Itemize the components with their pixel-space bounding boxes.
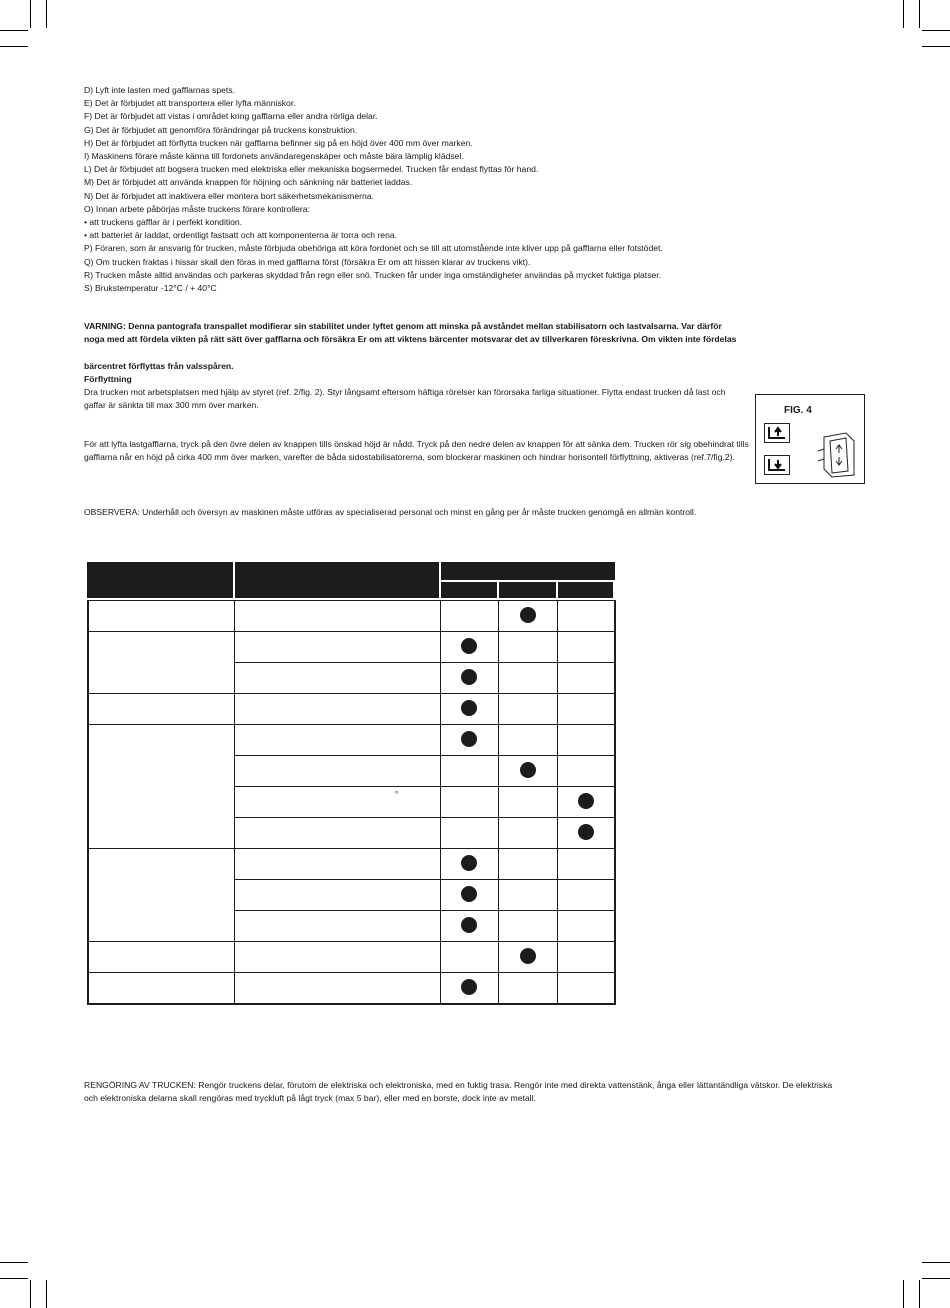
interval-marker bbox=[461, 886, 477, 902]
table-border bbox=[614, 600, 616, 1003]
interval-marker bbox=[461, 669, 477, 685]
rule-item: • att batteriet är laddat, ordentligt fastsatt och att komponenterna är torra och rena. bbox=[84, 230, 398, 241]
crop-mark bbox=[922, 46, 950, 47]
table-border bbox=[87, 1003, 616, 1005]
interval-marker bbox=[461, 917, 477, 933]
crop-mark bbox=[922, 1262, 950, 1263]
degree-symbol: ° bbox=[395, 790, 399, 799]
crop-mark bbox=[922, 1278, 950, 1279]
table-row-line bbox=[234, 910, 615, 911]
crop-mark bbox=[0, 1262, 28, 1263]
table-column-line bbox=[234, 600, 235, 1003]
rule-item: I) Maskinens förare måste känna till fordonets användaregenskaper och måste bära lämplig klädsel. bbox=[84, 151, 464, 162]
maintenance-table bbox=[87, 562, 615, 1005]
interval-marker bbox=[461, 979, 477, 995]
lift-up-icon bbox=[764, 423, 790, 443]
rule-item: S) Brukstemperatur -12°C / + 40°C bbox=[84, 283, 217, 294]
table-column-line bbox=[498, 600, 499, 1003]
interval-marker bbox=[461, 638, 477, 654]
table-row-line bbox=[234, 662, 615, 663]
crop-mark bbox=[30, 1280, 31, 1308]
interval-marker bbox=[520, 762, 536, 778]
interval-marker bbox=[461, 731, 477, 747]
crop-mark bbox=[30, 0, 31, 28]
warning-paragraph bbox=[84, 320, 874, 347]
warning-line: VARNING: Denna pantografa transpallet modifierar sin stabilitet under lyftet genom att minska på avståndet mellan stabilisatorn och lastvalsarna. Var därför bbox=[84, 321, 722, 331]
crop-mark bbox=[922, 30, 950, 31]
table-row-line bbox=[87, 693, 615, 694]
crop-mark bbox=[919, 0, 920, 28]
moving-paragraph: Dra trucken mot arbetsplatsen med hjälp av styret (ref. 2/fig. 2). Styr långsamt eftersom häftiga rörelser kan förorsaka farliga situationer. Flytta endast trucken då last och gaffar är sänkta till max 300 mm över marken. bbox=[84, 387, 726, 410]
table-subheader-cell bbox=[441, 582, 497, 598]
table-row-line bbox=[87, 724, 615, 725]
rule-item: D) Lyft inte lasten med gafflarnas spets. bbox=[84, 85, 235, 95]
interval-marker bbox=[578, 824, 594, 840]
table-column-line bbox=[440, 600, 441, 1003]
rule-item: H) Det är förbjudet att förflytta trucken när gafflarna befinner sig på en höjd över 400 mm över marken. bbox=[84, 137, 473, 148]
rule-item: F) Det är förbjudet att vistas i området kring gafflarna eller andra rörliga delar. bbox=[84, 111, 378, 122]
interval-marker bbox=[461, 855, 477, 871]
interval-marker bbox=[461, 700, 477, 716]
rule-item: R) Trucken måste alltid användas och parkeras skyddad från regn eller snö. Trucken får under inga omständigheter användas på mycket fuktiga platser. bbox=[84, 269, 662, 280]
table-border bbox=[87, 600, 89, 1003]
interval-marker bbox=[578, 793, 594, 809]
crop-mark bbox=[46, 1280, 47, 1308]
section-title-moving: Förflyttning bbox=[84, 374, 132, 384]
rule-item: N) Det är förbjudet att inaktivera eller montera bort säkerhetsmekanismerna. bbox=[84, 190, 374, 201]
crop-mark bbox=[46, 0, 47, 28]
table-row-line bbox=[87, 941, 615, 942]
rocker-switch-icon bbox=[816, 431, 858, 479]
cleaning-paragraph: RENGÖRING AV TRUCKEN: Rengör truckens delar, förutom de elektriska och elektroniska, med en fuktig trasa. Rengör inte med direkta vattenstänk, ånga eller lättantändliga vätskor. De elektriska och elektroniska delarna skall rengöras med tryckluft på lågt tryck (max 5 bar), eller med en borste, dock inte av metall. bbox=[84, 1080, 833, 1103]
safety-rules-list bbox=[84, 84, 874, 295]
rule-item: M) Det är förbjudet att använda knappen för höjning och sänkning när batteriet laddas. bbox=[84, 177, 413, 188]
rule-item: P) Föraren, som är ansvarig för trucken, måste förbjuda obehöriga att köra fordonet och se till att utomstående inte kliver upp på gafflarna eller fotstödet. bbox=[84, 243, 663, 254]
warning-tail: bärcentret förflyttas från valsspåren. bbox=[84, 361, 234, 371]
rule-item: • att truckens gafflar är i perfekt kondition. bbox=[84, 217, 243, 228]
crop-mark bbox=[903, 1280, 904, 1308]
crop-mark bbox=[0, 30, 28, 31]
table-subheader-cell bbox=[499, 582, 556, 598]
rule-item: O) Innan arbete påbörjas måste truckens förare kontrollera: bbox=[84, 203, 310, 214]
table-row-line bbox=[87, 600, 615, 601]
observe-paragraph: OBSERVERA: Underhåll och översyn av maskinen måste utföras av specialiserad personal och minst en gång per år måste trucken genomgå en allmän kontroll. bbox=[84, 507, 697, 517]
crop-mark bbox=[0, 1278, 28, 1279]
figure-title: FIG. 4 bbox=[784, 405, 812, 416]
rule-item: Q) Om trucken fraktas i hissar skall den föras in med gafflarna först (försäkra Er om att hissen klarar av truckens vikt). bbox=[84, 256, 531, 267]
table-column-line bbox=[557, 600, 558, 1003]
lifting-paragraph: För att lyfta lastgafflarna, tryck på den övre delen av knappen tills önskad höjd är nådd. Tryck på den nedre delen av knappen för att sänka dem. Trucken rör sig obehindrat tills gafflarna når en höjd på cirka 400 mm över marken, varefter de båda sidostabilisatorerna, som blockerar maskinen och hindrar horisontell förflyttning, aktiveras (ref.7/fig.2). bbox=[84, 439, 749, 462]
figure-4 bbox=[755, 394, 865, 484]
table-row-line bbox=[234, 786, 615, 787]
crop-mark bbox=[903, 0, 904, 28]
rule-item: E) Det är förbjudet att transportera eller lyfta människor. bbox=[84, 98, 296, 109]
table-row-line bbox=[87, 972, 615, 973]
table-row-line bbox=[234, 755, 615, 756]
crop-mark bbox=[919, 1280, 920, 1308]
warning-line: noga med att fördela vikten på rätt sätt över gafflarna och försäkra Er om att viktens bärcenter motsvarar det av tillverkaren föreskrivna. Om vikten inte fördelas bbox=[84, 334, 737, 345]
table-header-cell bbox=[87, 562, 233, 598]
interval-marker bbox=[520, 607, 536, 623]
interval-marker bbox=[520, 948, 536, 964]
table-header-cell bbox=[235, 562, 439, 598]
lower-down-icon bbox=[764, 455, 790, 475]
table-row-line bbox=[87, 631, 615, 632]
rule-item: G) Det är förbjudet att genomföra förändringar på truckens konstruktion. bbox=[84, 124, 358, 135]
table-row-line bbox=[234, 817, 615, 818]
table-row-line bbox=[87, 848, 615, 849]
crop-mark bbox=[0, 46, 28, 47]
table-header-cell bbox=[441, 562, 615, 580]
rule-item: L) Det är förbjudet att bogsera trucken med elektriska eller mekaniska bogsermedel. Trucken får endast flyttas för hand. bbox=[84, 164, 539, 175]
table-subheader-cell bbox=[558, 582, 613, 598]
table-row-line bbox=[234, 879, 615, 880]
